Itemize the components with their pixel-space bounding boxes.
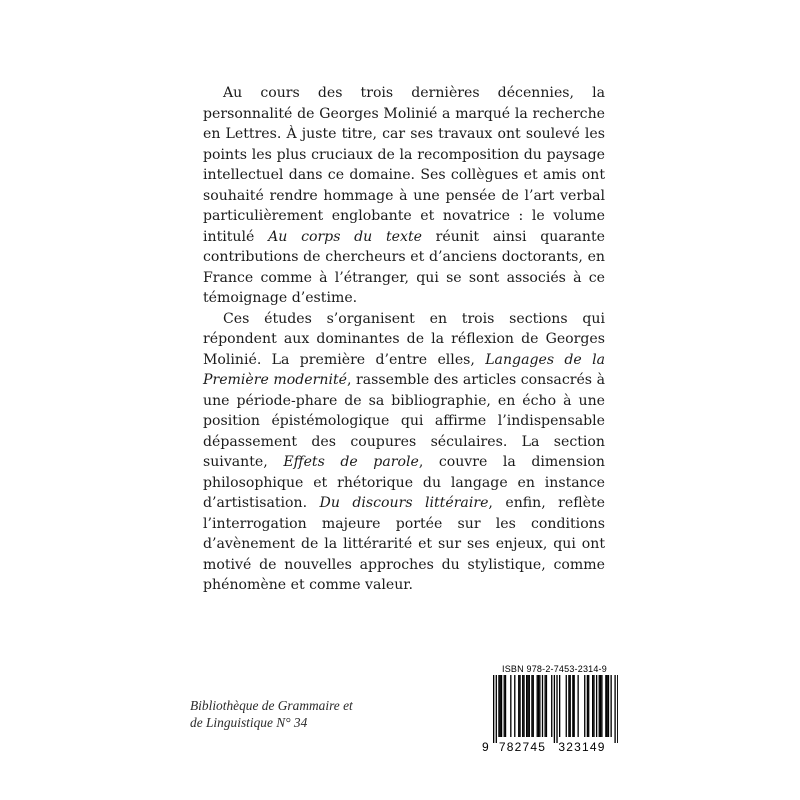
series-line-2: de Linguistique N° 34 [190,715,308,730]
barcode-bar [518,675,519,737]
blurb-p2-section-3-title: Du discours littéraire [319,495,489,511]
barcode-bar [527,675,528,737]
barcode-bar [551,675,552,737]
blurb-p2-section-1-title: Langages de la Première modernité [203,351,605,388]
barcode-bar [542,675,543,737]
barcode-bar [504,675,505,737]
barcode-bar [519,675,520,737]
barcode-bars [482,675,618,743]
blurb-p2-text-3: , couvre la dimension philosophique et rhétorique du langage en instance d’artistisation. [203,454,605,511]
barcode-bar [610,675,611,737]
barcode-bar [559,675,560,737]
barcode-bar [556,675,557,743]
barcode-bar [614,675,615,743]
barcode-bar [577,675,578,737]
barcode-bar [501,675,502,737]
barcode-bar [533,675,534,737]
ean-right-group: 323149 [558,740,606,754]
barcode-bar [554,675,555,743]
ean-left-group: 782745 [498,740,547,754]
barcode-bar [538,675,539,737]
barcode-bar [522,675,523,737]
barcode-bar [587,675,588,737]
barcode-bar [510,675,511,737]
barcode-bar [617,675,618,743]
barcode-bar [526,675,527,737]
blurb-paragraph-2 [203,309,605,596]
ean-digits [482,740,618,754]
blurb-p2-text-4: , enfin, reflète l’interrogation majeure portée sur les conditions d’avènement de la littérarité et sur ses enjeux, qui ont motivé de nouvelles approches du stylistique, comme phénomène et comme valeur. [203,495,606,593]
barcode-bar [566,675,567,737]
barcode-bar [574,675,575,737]
barcode-bar [572,675,573,737]
barcode-bar [596,675,597,737]
barcode-bar [592,675,593,737]
barcode-bar [500,675,501,737]
back-cover-blurb [203,83,605,596]
barcode-bar [529,675,530,737]
barcode-bar [505,675,506,737]
blurb-paragraph-1 [203,83,605,309]
series-name [190,697,390,731]
barcode-bar [593,675,594,737]
barcode-bar [605,675,606,737]
blurb-p2-text-2: , rassemble des articles consacrés à une période-phare de sa bibliographie, en écho à une position épistémologique qui affirme l’indispensable dépassement des coupures séculaires. La section suivante, [203,372,605,470]
barcode-bar [523,675,524,737]
barcode-bar [531,675,532,737]
series-line-1: Bibliothèque de Grammaire et [190,698,353,713]
barcode-bar [600,675,601,737]
barcode-bar [607,675,608,737]
barcode-bar [584,675,585,737]
barcode-bar [498,675,499,737]
barcode-bar [601,675,602,737]
barcode-bar [496,675,497,743]
barcode-bar [546,675,547,737]
barcode-bar [588,675,589,737]
blurb-p2-section-2-title: Effets de parole [283,454,419,470]
barcode-bar [608,675,609,737]
barcode-bar [544,675,545,737]
isbn-barcode [482,664,618,760]
blurb-p1-text-1: Au cours des trois dernières décennies, la personnalité de Georges Molinié a marqué la recherche en Lettres. À juste titre, car ses travaux ont soulevé les points les plus cruciaux de la recomposition du paysage intellectuel dans ce domaine. Ses collègues et amis ont souhaité rendre hommage à une pensée de l’art verbal particulièrement englobante et novatrice : le volume intitulé [203,85,605,245]
barcode-bar [568,675,569,737]
blurb-p1-text-2: réunit ainsi quarante contributions de chercheurs et d’anciens doctorants, en France comme à l’étranger, qui se sont associés à ce témoignage d’estime. [203,228,605,306]
barcode-bar [539,675,540,737]
blurb-p1-title-au-corps-du-texte: Au corps du texte [268,228,422,245]
barcode-bar [493,675,494,743]
barcode-bar [570,675,571,737]
barcode-bar [514,675,515,737]
blurb-p2-text-1: Ces études s’organisent en trois sections qui répondent aux dominantes de la réflexion de Georges Molinié. La première d’entre elles, [203,310,605,368]
ean-first-digit: 9 [482,740,490,754]
isbn-label: ISBN 978-2-7453-2314-9 [502,664,607,674]
barcode-bar [537,675,538,737]
barcode-bar [599,675,600,737]
